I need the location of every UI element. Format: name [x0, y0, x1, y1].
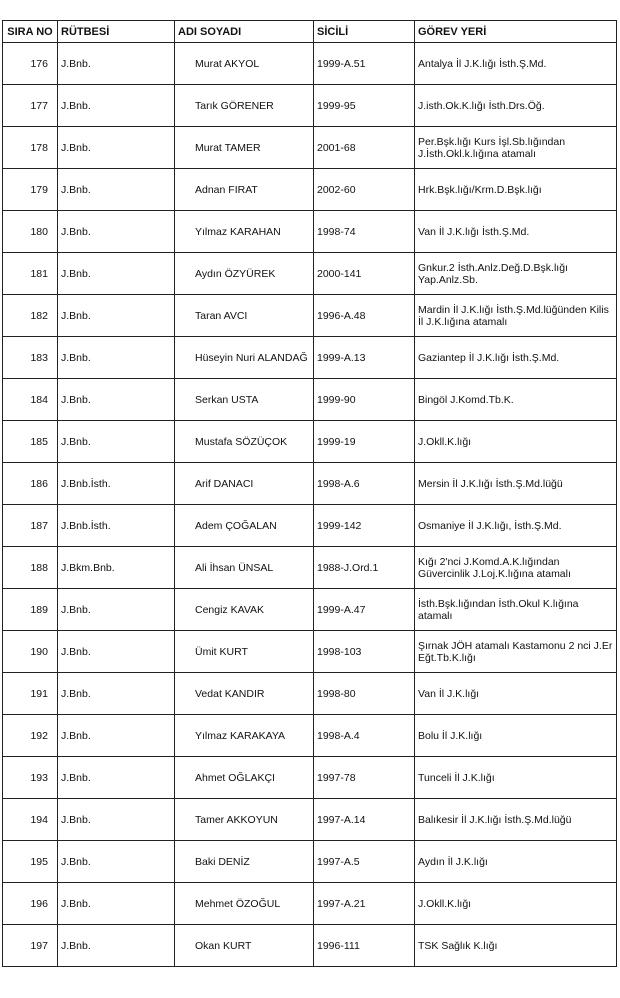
header-registry: SİCİLİ	[314, 21, 415, 43]
cell-name: Yılmaz KARAKAYA	[175, 715, 314, 757]
cell-duty: İsth.Bşk.lığından İsth.Okul K.lığına atamalı	[415, 589, 617, 631]
cell-duty: Gaziantep İl J.K.lığı İsth.Ş.Md.	[415, 337, 617, 379]
cell-duty: Gnkur.2 İsth.Anlz.Değ.D.Bşk.lığı Yap.Anlz.Sb.	[415, 253, 617, 295]
cell-name: Okan KURT	[175, 925, 314, 967]
cell-no: 183	[3, 337, 58, 379]
cell-no: 186	[3, 463, 58, 505]
cell-registry: 1999-142	[314, 505, 415, 547]
cell-duty: Balıkesir İl J.K.lığı İsth.Ş.Md.lüğü	[415, 799, 617, 841]
table-header-row	[3, 21, 617, 43]
table-row	[3, 715, 617, 757]
cell-name: Cengiz KAVAK	[175, 589, 314, 631]
table-row	[3, 841, 617, 883]
cell-name: Yılmaz KARAHAN	[175, 211, 314, 253]
cell-rank: J.Bnb.	[58, 127, 175, 169]
cell-rank: J.Bkm.Bnb.	[58, 547, 175, 589]
cell-duty: Tunceli İl J.K.lığı	[415, 757, 617, 799]
table-row	[3, 337, 617, 379]
cell-name: Hüseyin Nuri ALANDAĞ	[175, 337, 314, 379]
cell-rank: J.Bnb.	[58, 883, 175, 925]
cell-name: Mehmet ÖZOĞUL	[175, 883, 314, 925]
cell-name: Tamer AKKOYUN	[175, 799, 314, 841]
cell-no: 192	[3, 715, 58, 757]
cell-name: Baki DENİZ	[175, 841, 314, 883]
cell-name: Murat TAMER	[175, 127, 314, 169]
cell-rank: J.Bnb.	[58, 841, 175, 883]
cell-registry: 2001-68	[314, 127, 415, 169]
cell-duty: J.isth.Ok.K.lığı İsth.Drs.Öğ.	[415, 85, 617, 127]
cell-rank: J.Bnb.	[58, 85, 175, 127]
cell-name: Ahmet OĞLAKÇI	[175, 757, 314, 799]
cell-duty: Van İl J.K.lığı İsth.Ş.Md.	[415, 211, 617, 253]
cell-name: Ali İhsan ÜNSAL	[175, 547, 314, 589]
table-row	[3, 43, 617, 85]
cell-duty: J.Okll.K.lığı	[415, 883, 617, 925]
cell-duty: Bingöl J.Komd.Tb.K.	[415, 379, 617, 421]
table-row	[3, 631, 617, 673]
cell-registry: 1998-80	[314, 673, 415, 715]
table-row	[3, 589, 617, 631]
cell-rank: J.Bnb.	[58, 589, 175, 631]
cell-rank: J.Bnb.	[58, 169, 175, 211]
cell-registry: 1996-A.48	[314, 295, 415, 337]
cell-no: 197	[3, 925, 58, 967]
table-row	[3, 757, 617, 799]
cell-registry: 1997-78	[314, 757, 415, 799]
cell-rank: J.Bnb.	[58, 673, 175, 715]
cell-duty: Şırnak JÖH atamalı Kastamonu 2 nci J.Er Eğt.Tb.K.lığı	[415, 631, 617, 673]
cell-registry: 2000-141	[314, 253, 415, 295]
cell-no: 176	[3, 43, 58, 85]
cell-name: Adem ÇOĞALAN	[175, 505, 314, 547]
cell-registry: 1997-A.5	[314, 841, 415, 883]
cell-no: 194	[3, 799, 58, 841]
cell-no: 178	[3, 127, 58, 169]
header-no: SIRA NO	[3, 21, 58, 43]
cell-registry: 1998-103	[314, 631, 415, 673]
cell-registry: 1998-A.4	[314, 715, 415, 757]
cell-duty: Antalya İl J.K.lığı İsth.Ş.Md.	[415, 43, 617, 85]
cell-no: 181	[3, 253, 58, 295]
table-row	[3, 421, 617, 463]
table-row	[3, 463, 617, 505]
cell-name: Ümit KURT	[175, 631, 314, 673]
cell-rank: J.Bnb.	[58, 925, 175, 967]
cell-registry: 1997-A.21	[314, 883, 415, 925]
cell-rank: J.Bnb.	[58, 43, 175, 85]
cell-rank: J.Bnb.	[58, 421, 175, 463]
cell-name: Arif DANACI	[175, 463, 314, 505]
cell-duty: J.Okll.K.lığı	[415, 421, 617, 463]
cell-name: Aydın ÖZYÜREK	[175, 253, 314, 295]
table-row	[3, 295, 617, 337]
cell-registry: 1996-111	[314, 925, 415, 967]
cell-no: 189	[3, 589, 58, 631]
cell-rank: J.Bnb.	[58, 211, 175, 253]
cell-name: Murat AKYOL	[175, 43, 314, 85]
cell-registry: 1998-A.6	[314, 463, 415, 505]
table-row	[3, 211, 617, 253]
table-row	[3, 253, 617, 295]
cell-no: 182	[3, 295, 58, 337]
cell-rank: J.Bnb.	[58, 799, 175, 841]
cell-rank: J.Bnb.	[58, 631, 175, 673]
table-row	[3, 547, 617, 589]
cell-duty: Mardin İl J.K.lığı İsth.Ş.Md.lüğünden Kilis İl J.K.lığına atamalı	[415, 295, 617, 337]
cell-rank: J.Bnb.İsth.	[58, 463, 175, 505]
header-duty: GÖREV YERİ	[415, 21, 617, 43]
cell-rank: J.Bnb.	[58, 253, 175, 295]
table-row	[3, 379, 617, 421]
cell-registry: 1997-A.14	[314, 799, 415, 841]
cell-duty: Mersin İl J.K.lığı İsth.Ş.Md.lüğü	[415, 463, 617, 505]
table-row	[3, 127, 617, 169]
cell-registry: 1999-90	[314, 379, 415, 421]
cell-duty: Van İl J.K.lığı	[415, 673, 617, 715]
cell-duty: TSK Sağlık K.lığı	[415, 925, 617, 967]
cell-registry: 1999-A.51	[314, 43, 415, 85]
cell-no: 193	[3, 757, 58, 799]
cell-duty: Osmaniye İl J.K.lığı, İsth.Ş.Md.	[415, 505, 617, 547]
cell-no: 184	[3, 379, 58, 421]
cell-no: 185	[3, 421, 58, 463]
cell-registry: 1998-74	[314, 211, 415, 253]
cell-rank: J.Bnb.	[58, 379, 175, 421]
cell-name: Mustafa SÖZÜÇOK	[175, 421, 314, 463]
cell-no: 180	[3, 211, 58, 253]
cell-duty: Kığı 2'nci J.Komd.A.K.lığından Güvercinlik J.Loj.K.lığına atamalı	[415, 547, 617, 589]
header-rank: RÜTBESİ	[58, 21, 175, 43]
cell-rank: J.Bnb.	[58, 715, 175, 757]
cell-registry: 1999-A.13	[314, 337, 415, 379]
cell-no: 196	[3, 883, 58, 925]
cell-no: 195	[3, 841, 58, 883]
cell-rank: J.Bnb.	[58, 295, 175, 337]
table-row	[3, 925, 617, 967]
cell-registry: 1999-A.47	[314, 589, 415, 631]
cell-duty: Bolu İl J.K.lığı	[415, 715, 617, 757]
cell-rank: J.Bnb.İsth.	[58, 505, 175, 547]
cell-registry: 1999-19	[314, 421, 415, 463]
table-row	[3, 169, 617, 211]
cell-rank: J.Bnb.	[58, 757, 175, 799]
cell-no: 190	[3, 631, 58, 673]
cell-registry: 1999-95	[314, 85, 415, 127]
cell-duty: Aydın İl J.K.lığı	[415, 841, 617, 883]
table-row	[3, 673, 617, 715]
cell-no: 177	[3, 85, 58, 127]
header-name: ADI SOYADI	[175, 21, 314, 43]
cell-registry: 1988-J.Ord.1	[314, 547, 415, 589]
table-row	[3, 883, 617, 925]
cell-no: 188	[3, 547, 58, 589]
cell-no: 179	[3, 169, 58, 211]
cell-duty: Hrk.Bşk.lığı/Krm.D.Bşk.lığı	[415, 169, 617, 211]
cell-duty: Per.Bşk.lığı Kurs İşl.Sb.lığından J.İsth.Okl.k.lığına atamalı	[415, 127, 617, 169]
cell-rank: J.Bnb.	[58, 337, 175, 379]
table-body	[3, 43, 617, 967]
cell-name: Vedat KANDIR	[175, 673, 314, 715]
cell-no: 191	[3, 673, 58, 715]
cell-no: 187	[3, 505, 58, 547]
cell-name: Serkan USTA	[175, 379, 314, 421]
table-row	[3, 505, 617, 547]
table-row	[3, 85, 617, 127]
cell-name: Adnan FIRAT	[175, 169, 314, 211]
table-row	[3, 799, 617, 841]
cell-registry: 2002-60	[314, 169, 415, 211]
cell-name: Taran AVCI	[175, 295, 314, 337]
personnel-table	[2, 20, 617, 967]
cell-name: Tarık GÖRENER	[175, 85, 314, 127]
